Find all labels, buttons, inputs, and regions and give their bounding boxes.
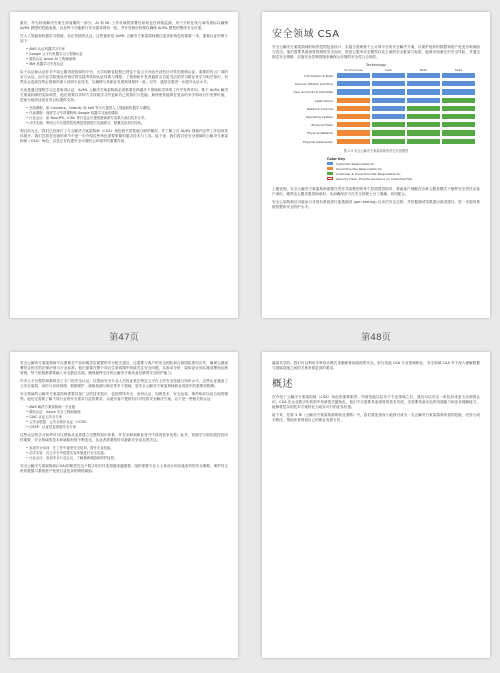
paragraph: 无论是通过课程学习还是取得认证，AI/ML 云解决方案架构师必须都要在跨越多个领域和学科的工作中发挥作用。基于 AI/ML 解决方案架构师的实际职责，他们需要以多种方式持续学习并更新自己的知识与技能。最终使其能够在复杂的多学科项目中发挥价值，进而为组织达成业务目标提供支持。 — [20, 88, 228, 102]
row-label: Information & Data — [276, 72, 336, 79]
list-item: • 行业会议：参加安全行业会议，了解最新威胁和防护趋势。 — [26, 456, 228, 461]
responsibility-cell — [441, 129, 476, 136]
page-47 — [10, 12, 238, 318]
figure-title: Technology — [365, 63, 387, 67]
paragraph: 安全云解决方案架构师不仅需要在产品和服务层面提供安全相关建议，还需要与客户的安全团队和合规团队密切合作，确保云端部署符合相关的法律法规与行业标准。他们需要在整个项目生命周期中持续关注安全问题，从需求分析、架构设计到实施部署和运维管理，每个阶段都需要融入安全最佳实践，确保最终交付的云解决方案具备足够的安全防护能力。 — [20, 361, 228, 375]
list-item: • AWS 认证机器学习专家 — [26, 47, 228, 52]
row-cells — [336, 113, 476, 120]
legend-label: Customer Responsible for — [336, 161, 375, 166]
figure-rows — [276, 72, 476, 146]
responsibility-cell — [441, 105, 476, 112]
list-item: • GIAC 认证云安全专家 — [26, 415, 228, 420]
responsibility-cell — [441, 72, 476, 79]
figure-row — [276, 72, 476, 80]
column-header: SaaS — [454, 68, 463, 72]
paragraph: 安全领域的云解决方案架构师需要具备广泛的技术知识，包括网络安全、身份认证、加密技术、安全运营、事件响应以及合规管理等。他们还需要了解不同行业的安全需求与监管要求，以便为客户提供有针对性的安全解决方案。以下是一些相关的认证： — [20, 392, 228, 401]
list-item: • 代表课程：深度学习专项课程和 Google 机器学习速成课程。 — [26, 111, 228, 116]
responsibility-cell — [371, 97, 406, 104]
paragraph: 由于认证和认证针对不同云服务提供商的平台，大学和职业院校已特定于某云平台而开设有针对性的资格认证。重要的有云厂商的官方认证，而专业学院则设有相应的实践考试和认证体系与课程。工程师和开发者通常会以更灵活的学习路径来学习相关知识，有些还会选择在特定领域内深入钻研专业技术，以确保与其职业发展规划保持一致。另外，通常还需进一步提升认证水平。 — [20, 70, 228, 84]
list-item: • IBM 机器学习专家认证 — [26, 62, 228, 67]
responsibility-cell — [441, 138, 476, 145]
responsibility-cell — [406, 138, 441, 145]
cert-list — [26, 405, 228, 430]
page-49 — [10, 352, 238, 658]
responsibility-cell — [336, 72, 371, 79]
list-item: • 参加安全培训：在工作中接受安全培训，提升专业技能。 — [26, 446, 228, 451]
list-item: • CISSP：认证信息系统安全专家 — [26, 425, 228, 430]
page-50 — [262, 352, 490, 658]
legend-swatch — [327, 162, 333, 165]
learning-list — [26, 446, 228, 461]
figure-row — [276, 80, 476, 88]
row-cells — [336, 97, 476, 104]
list-item: • 动手实验：在云平台中搭建实验环境进行安全实践。 — [26, 451, 228, 456]
responsibility-cell — [371, 113, 406, 120]
responsibility-cell — [336, 105, 371, 112]
responsibility-cell — [336, 138, 371, 145]
list-item: • 在线课程：如 Coursera、Udacity 和 edX 等平台提供人工智能和机器学习课程。 — [26, 106, 228, 111]
responsibility-cell — [371, 88, 406, 95]
page-48 — [262, 12, 490, 318]
figure-caption: 图 2-5 安全云解决方案架构师的责任共担模型 — [343, 148, 409, 153]
list-item: • 微软认证：Azure 安全工程师助理 — [26, 410, 228, 415]
page-caption[interactable]: 第48页 — [361, 333, 391, 343]
legend-label: Security CSAs: Provide Guidance on Individual Fills — [336, 176, 412, 181]
legend-item — [327, 167, 480, 171]
row-label: Applications — [276, 97, 336, 104]
responsibility-cell — [371, 80, 406, 87]
row-label: User Accounts & Identities — [276, 88, 336, 95]
column-header: IaaS — [385, 68, 392, 72]
list-item: • 微软认证 Azure AI 工程师助理 — [26, 57, 228, 62]
responsibility-cell — [406, 88, 441, 95]
legend-items — [327, 162, 480, 181]
column-header: PaaS — [419, 68, 428, 72]
paragraph: 最后，作为持续解决方案生命周期的一部分，AI 和 ML 工作负载的部署后如何也在持续监测，用于分析在线与离线指标以确保 AI/ML 模型的性能表现，以及每个功能都与安全需求保持一致。并开发相应机制以确保 AI/ML 模型的整体安全可靠。 — [20, 21, 228, 30]
list-item: • 云安全联盟：云安全知识认证（CCSK） — [26, 420, 228, 425]
list-item: • 动手实践：利用云平台提供的免费层资源进行实践练习，积累实际项目经验。 — [26, 121, 228, 126]
row-cells — [336, 138, 476, 145]
responsibility-cell — [336, 113, 371, 120]
responsibility-cell — [371, 105, 406, 112]
row-cells — [336, 72, 476, 79]
responsibility-cell — [336, 88, 371, 95]
color-key — [327, 157, 480, 181]
responsibility-cell — [371, 138, 406, 145]
paragraph: 许多云平台提供商都推出了专门的安全认证，以帮助安全专业人员验证其在特定云平台上的安全技能与知识水平。这些认证涵盖了云安全架构、身份与访问管理、数据保护、威胁检测与响应等多个领域，是安全云解决方案架构师职业发展中的重要里程碑。 — [20, 379, 228, 388]
row-label: Network Controls — [276, 105, 336, 112]
responsibility-cell — [336, 80, 371, 87]
paragraph: 上图表明，安全云解决方案架构师需要在责任共担模型的每个层面提供指导，帮助客户理解在各种云服务模式下哪些安全责任由客户承担，哪些由云服务提供商承担，从而确保各方在安全管理上分工明确、协同配合。 — [272, 186, 480, 196]
paragraph: 安全云架构师还可能参与对现有系统进行渗透测试 (pen testing) 以评估安全态势，并依据测试结果提出改进建议，进一步提高系统的整体安全防护水平。 — [272, 199, 480, 209]
responsibility-cell — [336, 121, 371, 128]
responsibility-cell — [371, 121, 406, 128]
list-item: • Google 云平台机器学习工程师认证 — [26, 52, 228, 57]
responsibility-cell — [441, 121, 476, 128]
legend-title: Color Key — [327, 156, 346, 161]
row-cells — [336, 88, 476, 95]
figure-row — [276, 138, 476, 146]
responsibility-cell — [336, 97, 371, 104]
legend-swatch — [327, 177, 333, 180]
figure-row — [276, 105, 476, 113]
responsibility-cell — [441, 113, 476, 120]
list-item: • AWS 解决方案架构师－专业级 — [26, 405, 228, 410]
responsibility-cell — [406, 97, 441, 104]
figure-row — [276, 121, 476, 129]
learning-list — [26, 106, 228, 126]
figure-row — [276, 129, 476, 137]
responsibility-cell — [406, 72, 441, 79]
row-label: Physical Hosts — [276, 121, 336, 128]
legend-swatch — [327, 167, 333, 170]
responsibility-cell — [441, 97, 476, 104]
responsibility-cell — [406, 80, 441, 87]
section-title: 安全领域 CSA — [272, 29, 340, 40]
row-cells — [336, 80, 476, 87]
paragraph: 到目前为止，我们已经探讨了与云解决方案架构师（CSA）角色相关的技能与职责概况，并了解了在 AI/ML 领域内这些工作如何具体展开。我们还将在后面的章节中进一步介绍这些角色需要掌握的重点技术与工具。接下来，我们将讨论安全领域的云解决方案架构师（CSA）角色，以及它在构建安全可靠的云环境中的重要作用。 — [20, 129, 228, 143]
responsibility-cell — [371, 72, 406, 79]
responsibility-cell — [441, 80, 476, 87]
figure-row — [276, 97, 476, 105]
legend-label: Customer & Cloud Provider Responsible for — [336, 171, 401, 176]
row-cells — [336, 129, 476, 136]
page-caption[interactable]: 第47页 — [109, 333, 139, 343]
row-cells — [336, 105, 476, 112]
responsibility-cell — [406, 121, 441, 128]
row-cells — [336, 121, 476, 128]
responsibility-cell — [336, 129, 371, 136]
paragraph: 这些认证的学习和考试可以帮助从业者建立完整的知识体系，并在求职和职业晋升中获得竞争优势。此外，持续学习和实践经验同样重要，安全领域的技术和威胁形势不断变化，从业者需要保持对最新安全动态的关注。 — [20, 433, 228, 442]
figure-row — [276, 113, 476, 121]
paragraph: 安全云解决方案架构师的职责范围包括设计、实施与管理基于云计算平台的安全解决方案，以保护组织的数据和资产免受各种威胁与攻击。他们需要具备深厚的网络安全知识，熟悉云服务安全模型以及主流的安全框架与标准，能够识别潜在的安全风险，并通过制定安全策略、实施安全控制措施来确保云环境的安全性与合规性。 — [272, 45, 480, 59]
row-label: Physical Datacenter — [276, 138, 336, 145]
paragraph: 属或共享的。我们可以利用多种设计模式来确保基础架构的安全。但与其他 CSA 专业领域相比，安全领域 CSA 对于深入理解数据与基础设施之间的关系有着更高的要求。 — [272, 361, 480, 370]
legend-label: Cloud Provider Responsible for — [336, 166, 382, 171]
responsibility-cell — [406, 105, 441, 112]
cert-list — [26, 47, 228, 67]
responsibility-cell — [406, 113, 441, 120]
column-header: On-Premises — [344, 68, 363, 72]
paragraph: 在人工智能和机器学习领域，存在持续的认证，这些通常是 AI/ML 云解决方案架构师通往更高阶角色的重要一步。重要认证的例子如下： — [20, 34, 228, 43]
paragraph: 在介绍了云解决方案架构师（CSA）角色的重要职责、所需技能以及各个专业领域之后，我们可以对这一角色形成更为全面的认识。CSA 在企业数字化转型中扮演着关键角色，他们不仅需要具备深厚的技术功底，还需要具备出色的沟通能力和业务理解能力，能够将复杂的技术方案转化为切实可行的业务价值。 — [272, 395, 480, 409]
legend-swatch — [327, 172, 333, 175]
legend-item — [327, 177, 480, 181]
responsibility-cell — [441, 88, 476, 95]
row-label: Physical Network — [276, 129, 336, 136]
figure-row — [276, 88, 476, 96]
row-label: Operating System — [276, 113, 336, 120]
responsibility-cell — [406, 129, 441, 136]
responsibility-cell — [371, 129, 406, 136]
paragraph: 安全云解决方案架构师(CSA)的职责在这个数字化时代变得越来越重要，组织需要专业人士来设计和实施有效的安全策略，保护其宝贵的数据与系统资产免受日益复杂的网络威胁。 — [20, 464, 228, 473]
section-title: 概述 — [272, 379, 293, 390]
shared-responsibility-figure — [276, 63, 476, 153]
paragraph: 接下来，在第 3 章（云解决方案架构师的职业道路）中，我们将更加深入地探讨成为一名云解决方案架构师所需的技能、经验与成长路径，帮助读者规划自己的职业发展方向。 — [272, 413, 480, 422]
row-label: Devices (Mobile and PCs) — [276, 80, 336, 87]
legend-item — [327, 172, 480, 176]
list-item: • 行业会议：如 NeurIPS、ICML 等行业会议提供最新研究成果与前沿技术分享。 — [26, 116, 228, 121]
legend-item — [327, 162, 480, 166]
